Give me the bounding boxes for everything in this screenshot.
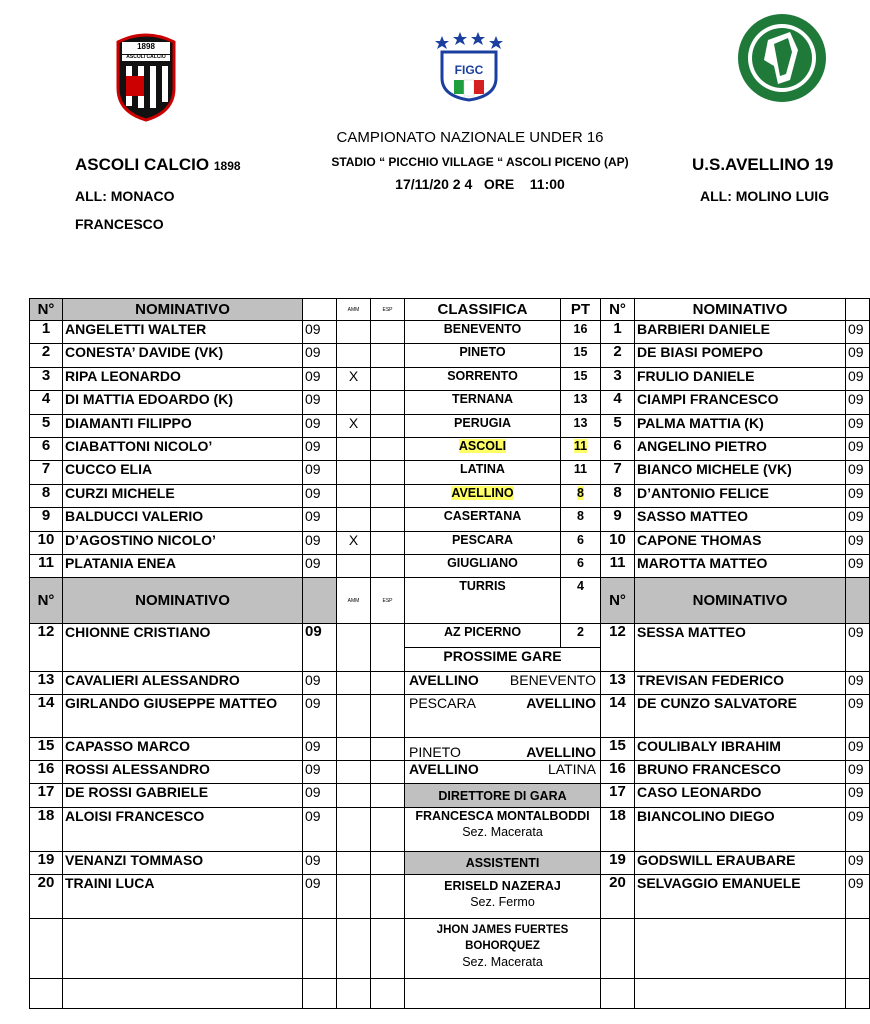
away-player-name: D’ANTONIO FELICE bbox=[635, 484, 846, 507]
home-sub-number: 19 bbox=[30, 852, 63, 875]
home-sub-year: 09 bbox=[303, 852, 337, 875]
home-player-year: 09 bbox=[303, 508, 337, 531]
home-sub-number: 15 bbox=[30, 738, 63, 761]
home-sub-name: CHIONNE CRISTIANO bbox=[63, 624, 303, 672]
home-player-name: DI MATTIA EDOARDO (K) bbox=[63, 391, 303, 414]
away-sub-name: GODSWILL ERAUBARE bbox=[635, 852, 846, 875]
away-player-name: CAPONE THOMAS bbox=[635, 531, 846, 554]
standing-team: TURRIS bbox=[405, 578, 561, 624]
away-sub-name: CASO LEONARDO bbox=[635, 784, 846, 808]
home-player-esp bbox=[371, 414, 405, 437]
home-sub-amm bbox=[337, 875, 371, 919]
home-sub-name: TRAINI LUCA bbox=[63, 875, 303, 919]
standing-team bbox=[405, 484, 561, 507]
home-player-year: 09 bbox=[303, 437, 337, 460]
home-player-number: 8 bbox=[30, 484, 63, 507]
away-player-name: ANGELINO PIETRO bbox=[635, 437, 846, 460]
home-player-year: 09 bbox=[303, 554, 337, 577]
away-player-year: 09 bbox=[846, 391, 870, 414]
empty-cell bbox=[337, 979, 371, 1009]
standing-points: 15 bbox=[561, 344, 601, 367]
home-sub-year: 09 bbox=[303, 695, 337, 738]
home-player-esp bbox=[371, 344, 405, 367]
col-name-header: NOMINATIVO bbox=[63, 299, 303, 321]
home-sub-amm bbox=[337, 672, 371, 695]
away-player-name: DE BIASI POMEPO bbox=[635, 344, 846, 367]
standing-points: 13 bbox=[561, 414, 601, 437]
away-sub-name: COULIBALY IBRAHIM bbox=[635, 738, 846, 761]
away-player-number: 5 bbox=[601, 414, 635, 437]
standing-points: 8 bbox=[561, 508, 601, 531]
standing-team: BENEVENTO bbox=[405, 321, 561, 344]
away-player-number: 9 bbox=[601, 508, 635, 531]
standing-highlight: AVELLINO bbox=[451, 485, 514, 500]
home-sub-number: 14 bbox=[30, 695, 63, 738]
table-row bbox=[30, 852, 870, 875]
empty-cell bbox=[635, 919, 846, 979]
table-row bbox=[30, 738, 870, 761]
away-player-year: 09 bbox=[846, 414, 870, 437]
empty-cell bbox=[30, 979, 63, 1009]
table-row bbox=[30, 461, 870, 484]
away-sub-name: DE CUNZO SALVATORE bbox=[635, 695, 846, 738]
away-player-number: 11 bbox=[601, 554, 635, 577]
table-row bbox=[30, 761, 870, 784]
home-player-name: CUCCO ELIA bbox=[63, 461, 303, 484]
next-game-away: BENEVENTO bbox=[509, 672, 596, 689]
empty-cell bbox=[601, 979, 635, 1009]
home-player-name: CIABATTONI NICOLO’ bbox=[63, 437, 303, 460]
away-player-number: 1 bbox=[601, 321, 635, 344]
next-game-home: AVELLINO bbox=[409, 761, 479, 778]
standing-points: 2 bbox=[561, 624, 601, 648]
away-player-name: FRULIO DANIELE bbox=[635, 367, 846, 390]
away-player-year: 09 bbox=[846, 321, 870, 344]
away-subs-name-header: NOMINATIVO bbox=[635, 578, 846, 624]
home-player-number: 11 bbox=[30, 554, 63, 577]
empty-cell bbox=[405, 979, 601, 1009]
table-row bbox=[30, 875, 870, 919]
venue: STADIO “ PICCHIO VILLAGE “ ASCOLI PICENO (AP) bbox=[331, 155, 629, 169]
table-row bbox=[30, 367, 870, 390]
away-player-name: MAROTTA MATTEO bbox=[635, 554, 846, 577]
subs-year-header bbox=[303, 578, 337, 624]
home-sub-year: 09 bbox=[303, 875, 337, 919]
home-sub-name: ALOISI FRANCESCO bbox=[63, 808, 303, 852]
home-sub-name: DE ROSSI GABRIELE bbox=[63, 784, 303, 808]
empty-cell bbox=[303, 979, 337, 1009]
home-player-year: 09 bbox=[303, 391, 337, 414]
away-sub-name: SELVAGGIO EMANUELE bbox=[635, 875, 846, 919]
home-player-esp bbox=[371, 391, 405, 414]
away-sub-year: 09 bbox=[846, 695, 870, 738]
home-sub-number: 12 bbox=[30, 624, 63, 672]
away-player-name: BIANCO MICHELE (VK) bbox=[635, 461, 846, 484]
home-coach-line2: FRANCESCO bbox=[75, 216, 164, 232]
standing-team: AZ PICERNO bbox=[405, 624, 561, 648]
home-player-name: D’AGOSTINO NICOLO’ bbox=[63, 531, 303, 554]
home-player-number: 2 bbox=[30, 344, 63, 367]
away-sub-year: 09 bbox=[846, 738, 870, 761]
col-amm-header: AMM bbox=[337, 299, 371, 321]
home-player-amm: X bbox=[337, 367, 371, 390]
competition-title: CAMPIONATO NAZIONALE UNDER 16 bbox=[336, 129, 604, 146]
away-player-name: PALMA MATTIA (K) bbox=[635, 414, 846, 437]
standing-team: PERUGIA bbox=[405, 414, 561, 437]
away-sub-year: 09 bbox=[846, 672, 870, 695]
home-player-amm bbox=[337, 437, 371, 460]
home-player-number: 6 bbox=[30, 437, 63, 460]
away-col-year-header bbox=[846, 299, 870, 321]
subs-num-header: N° bbox=[30, 578, 63, 624]
col-year-header bbox=[303, 299, 337, 321]
table-row bbox=[30, 299, 870, 321]
home-sub-esp bbox=[371, 624, 405, 672]
away-col-num-header: N° bbox=[601, 299, 635, 321]
away-sub-number: 20 bbox=[601, 875, 635, 919]
home-player-year: 09 bbox=[303, 367, 337, 390]
home-sub-amm bbox=[337, 784, 371, 808]
standing-points bbox=[561, 437, 601, 460]
home-player-year: 09 bbox=[303, 321, 337, 344]
away-sub-number: 17 bbox=[601, 784, 635, 808]
home-player-esp bbox=[371, 367, 405, 390]
home-sub-number: 18 bbox=[30, 808, 63, 852]
home-player-esp bbox=[371, 461, 405, 484]
home-player-number: 10 bbox=[30, 531, 63, 554]
home-sub-year: 09 bbox=[303, 761, 337, 784]
home-sub-esp bbox=[371, 808, 405, 852]
home-sub-name: GIRLANDO GIUSEPPE MATTEO bbox=[63, 695, 303, 738]
home-player-number: 1 bbox=[30, 321, 63, 344]
match-sheet-table bbox=[29, 298, 870, 1009]
assistant-name: JHON JAMES FUERTES BOHORQUEZ bbox=[436, 924, 569, 953]
away-sub-number: 18 bbox=[601, 808, 635, 852]
table-row bbox=[30, 321, 870, 344]
home-sub-amm bbox=[337, 624, 371, 672]
subs-amm-header: AMM bbox=[337, 578, 371, 624]
home-player-amm: X bbox=[337, 531, 371, 554]
away-sub-year: 09 bbox=[846, 784, 870, 808]
away-sub-name: SESSA MATTEO bbox=[635, 624, 846, 672]
home-team-name: ASCOLI CALCIO bbox=[75, 155, 210, 174]
standing-team: PESCARA bbox=[405, 531, 561, 554]
home-player-name: PLATANIA ENEA bbox=[63, 554, 303, 577]
away-player-number: 10 bbox=[601, 531, 635, 554]
home-sub-name: VENANZI TOMMASO bbox=[63, 852, 303, 875]
home-player-number: 5 bbox=[30, 414, 63, 437]
away-sub-name: BIANCOLINO DIEGO bbox=[635, 808, 846, 852]
ascoli-logo bbox=[112, 32, 180, 122]
assistant-section: Sez. Fermo bbox=[470, 895, 535, 910]
away-player-name: SASSO MATTEO bbox=[635, 508, 846, 531]
home-player-amm bbox=[337, 461, 371, 484]
next-games-title: PROSSIME GARE bbox=[405, 648, 601, 672]
referee-cell bbox=[405, 808, 601, 852]
away-sub-year: 09 bbox=[846, 761, 870, 784]
empty-cell bbox=[63, 919, 303, 979]
home-sub-year: 09 bbox=[303, 738, 337, 761]
away-player-number: 6 bbox=[601, 437, 635, 460]
assistant-name: ERISELD NAZERAJ bbox=[444, 879, 561, 894]
table-row bbox=[30, 437, 870, 460]
home-player-amm bbox=[337, 484, 371, 507]
table-row bbox=[30, 531, 870, 554]
standing-points: 4 bbox=[561, 578, 601, 624]
ascoli-logo-text: ASCOLI CALCIO bbox=[126, 54, 166, 60]
standing-highlight: ASCOLI bbox=[458, 438, 507, 453]
home-sub-year: 09 bbox=[303, 784, 337, 808]
table-row bbox=[30, 484, 870, 507]
home-player-number: 4 bbox=[30, 391, 63, 414]
home-player-esp bbox=[371, 508, 405, 531]
referee-title: DIRETTORE DI GARA bbox=[405, 784, 601, 808]
home-sub-number: 17 bbox=[30, 784, 63, 808]
away-subs-year-header bbox=[846, 578, 870, 624]
home-sub-amm bbox=[337, 761, 371, 784]
figc-logo bbox=[432, 30, 506, 102]
home-player-amm bbox=[337, 391, 371, 414]
table-row bbox=[30, 344, 870, 367]
home-sub-esp bbox=[371, 852, 405, 875]
standing-team: CASERTANA bbox=[405, 508, 561, 531]
home-sub-name: CAPASSO MARCO bbox=[63, 738, 303, 761]
next-game bbox=[405, 695, 601, 738]
home-team-title bbox=[75, 155, 241, 175]
referee-name: FRANCESCA MONTALBODDI bbox=[415, 809, 590, 824]
subs-name-header: NOMINATIVO bbox=[63, 578, 303, 624]
away-sub-year: 09 bbox=[846, 808, 870, 852]
table-row bbox=[30, 919, 870, 979]
standing-points: 6 bbox=[561, 554, 601, 577]
home-sub-number: 16 bbox=[30, 761, 63, 784]
away-sub-number: 15 bbox=[601, 738, 635, 761]
empty-cell bbox=[371, 979, 405, 1009]
away-sub-number: 13 bbox=[601, 672, 635, 695]
home-player-name: CONESTA’ DAVIDE (VK) bbox=[63, 344, 303, 367]
home-player-name: ANGELETTI WALTER bbox=[63, 321, 303, 344]
standing-points: 16 bbox=[561, 321, 601, 344]
next-game-home: PINETO bbox=[409, 744, 461, 761]
home-player-amm bbox=[337, 344, 371, 367]
home-player-year: 09 bbox=[303, 344, 337, 367]
home-player-number: 7 bbox=[30, 461, 63, 484]
empty-cell bbox=[846, 979, 870, 1009]
home-player-year: 09 bbox=[303, 531, 337, 554]
home-player-esp bbox=[371, 484, 405, 507]
away-team-name: U.S.AVELLINO 19 bbox=[692, 155, 834, 174]
next-game-away: AVELLINO bbox=[526, 744, 596, 761]
away-sub-year: 09 bbox=[846, 624, 870, 672]
away-player-name: CIAMPI FRANCESCO bbox=[635, 391, 846, 414]
next-game bbox=[405, 738, 601, 761]
ascoli-logo-year: 1898 bbox=[137, 42, 155, 51]
away-player-number: 3 bbox=[601, 367, 635, 390]
home-sub-number: 13 bbox=[30, 672, 63, 695]
home-sub-esp bbox=[371, 738, 405, 761]
table-row bbox=[30, 979, 870, 1009]
home-coach-line1: ALL: MONACO bbox=[75, 188, 175, 204]
next-game bbox=[405, 672, 601, 695]
home-sub-amm bbox=[337, 695, 371, 738]
home-sub-esp bbox=[371, 875, 405, 919]
home-player-year: 09 bbox=[303, 484, 337, 507]
away-player-year: 09 bbox=[846, 484, 870, 507]
home-player-amm bbox=[337, 554, 371, 577]
standing-team: SORRENTO bbox=[405, 367, 561, 390]
away-sub-name: TREVISAN FEDERICO bbox=[635, 672, 846, 695]
table-row bbox=[30, 508, 870, 531]
away-player-year: 09 bbox=[846, 531, 870, 554]
home-sub-amm bbox=[337, 808, 371, 852]
away-sub-name: BRUNO FRANCESCO bbox=[635, 761, 846, 784]
table-row bbox=[30, 391, 870, 414]
home-player-year: 09 bbox=[303, 461, 337, 484]
assistant-section: Sez. Macerata bbox=[462, 955, 543, 970]
empty-cell bbox=[63, 979, 303, 1009]
standing-team: TERNANA bbox=[405, 391, 561, 414]
home-sub-esp bbox=[371, 672, 405, 695]
standing-team bbox=[405, 437, 561, 460]
home-player-amm bbox=[337, 508, 371, 531]
next-game-home: AVELLINO bbox=[409, 672, 479, 689]
away-coach: ALL: MOLINO LUIG bbox=[700, 188, 830, 204]
home-player-year: 09 bbox=[303, 414, 337, 437]
home-player-esp bbox=[371, 437, 405, 460]
away-player-name: BARBIERI DANIELE bbox=[635, 321, 846, 344]
standing-highlight: 8 bbox=[577, 485, 584, 500]
home-sub-year: 09 bbox=[303, 808, 337, 852]
home-player-esp bbox=[371, 554, 405, 577]
pt-header: PT bbox=[561, 299, 601, 321]
home-sub-year: 09 bbox=[303, 624, 337, 672]
standing-highlight: 11 bbox=[573, 438, 588, 453]
table-row bbox=[30, 695, 870, 738]
standing-points: 15 bbox=[561, 367, 601, 390]
match-datetime: 17/11/20 2 4 ORE 11:00 bbox=[395, 176, 565, 192]
away-player-number: 7 bbox=[601, 461, 635, 484]
col-num-header: N° bbox=[30, 299, 63, 321]
standing-team: GIUGLIANO bbox=[405, 554, 561, 577]
empty-cell bbox=[371, 919, 405, 979]
standing-points: 13 bbox=[561, 391, 601, 414]
referee-section: Sez. Macerata bbox=[462, 825, 543, 840]
home-sub-number: 20 bbox=[30, 875, 63, 919]
subs-esp-header: ESP bbox=[371, 578, 405, 624]
next-game-away: LATINA bbox=[548, 761, 596, 778]
standing-points: 11 bbox=[561, 461, 601, 484]
home-team-suffix: 1898 bbox=[213, 159, 241, 173]
home-player-name: CURZI MICHELE bbox=[63, 484, 303, 507]
home-sub-esp bbox=[371, 695, 405, 738]
next-game-home: PESCARA bbox=[409, 695, 476, 712]
empty-cell bbox=[337, 919, 371, 979]
away-player-number: 2 bbox=[601, 344, 635, 367]
away-player-year: 09 bbox=[846, 437, 870, 460]
col-esp-header: ESP bbox=[371, 299, 405, 321]
home-player-name: RIPA LEONARDO bbox=[63, 367, 303, 390]
away-sub-number: 12 bbox=[601, 624, 635, 672]
away-col-name-header: NOMINATIVO bbox=[635, 299, 846, 321]
home-player-number: 3 bbox=[30, 367, 63, 390]
empty-cell bbox=[303, 919, 337, 979]
home-sub-amm bbox=[337, 738, 371, 761]
away-sub-number: 16 bbox=[601, 761, 635, 784]
avellino-logo bbox=[734, 10, 848, 110]
table-row bbox=[30, 624, 870, 648]
table-row bbox=[30, 672, 870, 695]
table-row bbox=[30, 414, 870, 437]
assistant-cell bbox=[405, 919, 601, 979]
standing-points bbox=[561, 484, 601, 507]
table-row bbox=[30, 578, 870, 624]
away-sub-year: 09 bbox=[846, 875, 870, 919]
home-player-amm bbox=[337, 321, 371, 344]
empty-cell bbox=[846, 919, 870, 979]
home-sub-name: CAVALIERI ALESSANDRO bbox=[63, 672, 303, 695]
away-player-number: 4 bbox=[601, 391, 635, 414]
assistant-cell bbox=[405, 875, 601, 919]
home-sub-year: 09 bbox=[303, 672, 337, 695]
empty-cell bbox=[601, 919, 635, 979]
home-sub-esp bbox=[371, 761, 405, 784]
table-row bbox=[30, 808, 870, 852]
away-player-year: 09 bbox=[846, 367, 870, 390]
table-row bbox=[30, 784, 870, 808]
home-player-number: 9 bbox=[30, 508, 63, 531]
away-player-number: 8 bbox=[601, 484, 635, 507]
next-game bbox=[405, 761, 601, 784]
empty-cell bbox=[635, 979, 846, 1009]
home-sub-esp bbox=[371, 784, 405, 808]
away-sub-year: 09 bbox=[846, 852, 870, 875]
away-sub-number: 14 bbox=[601, 695, 635, 738]
standing-team: PINETO bbox=[405, 344, 561, 367]
empty-cell bbox=[30, 919, 63, 979]
home-sub-name: ROSSI ALESSANDRO bbox=[63, 761, 303, 784]
standing-team: LATINA bbox=[405, 461, 561, 484]
home-player-name: DIAMANTI FILIPPO bbox=[63, 414, 303, 437]
away-sub-number: 19 bbox=[601, 852, 635, 875]
home-sub-amm bbox=[337, 852, 371, 875]
away-subs-num-header: N° bbox=[601, 578, 635, 624]
home-player-esp bbox=[371, 531, 405, 554]
assistants-title: ASSISTENTI bbox=[405, 852, 601, 875]
away-player-year: 09 bbox=[846, 554, 870, 577]
home-player-amm: X bbox=[337, 414, 371, 437]
away-player-year: 09 bbox=[846, 508, 870, 531]
home-player-name: BALDUCCI VALERIO bbox=[63, 508, 303, 531]
next-game-away: AVELLINO bbox=[526, 695, 596, 712]
table-row bbox=[30, 554, 870, 577]
away-player-year: 09 bbox=[846, 344, 870, 367]
classifica-header: CLASSIFICA bbox=[405, 299, 561, 321]
figc-logo-text: FIGC bbox=[454, 63, 484, 77]
home-player-esp bbox=[371, 321, 405, 344]
away-player-year: 09 bbox=[846, 461, 870, 484]
standing-points: 6 bbox=[561, 531, 601, 554]
